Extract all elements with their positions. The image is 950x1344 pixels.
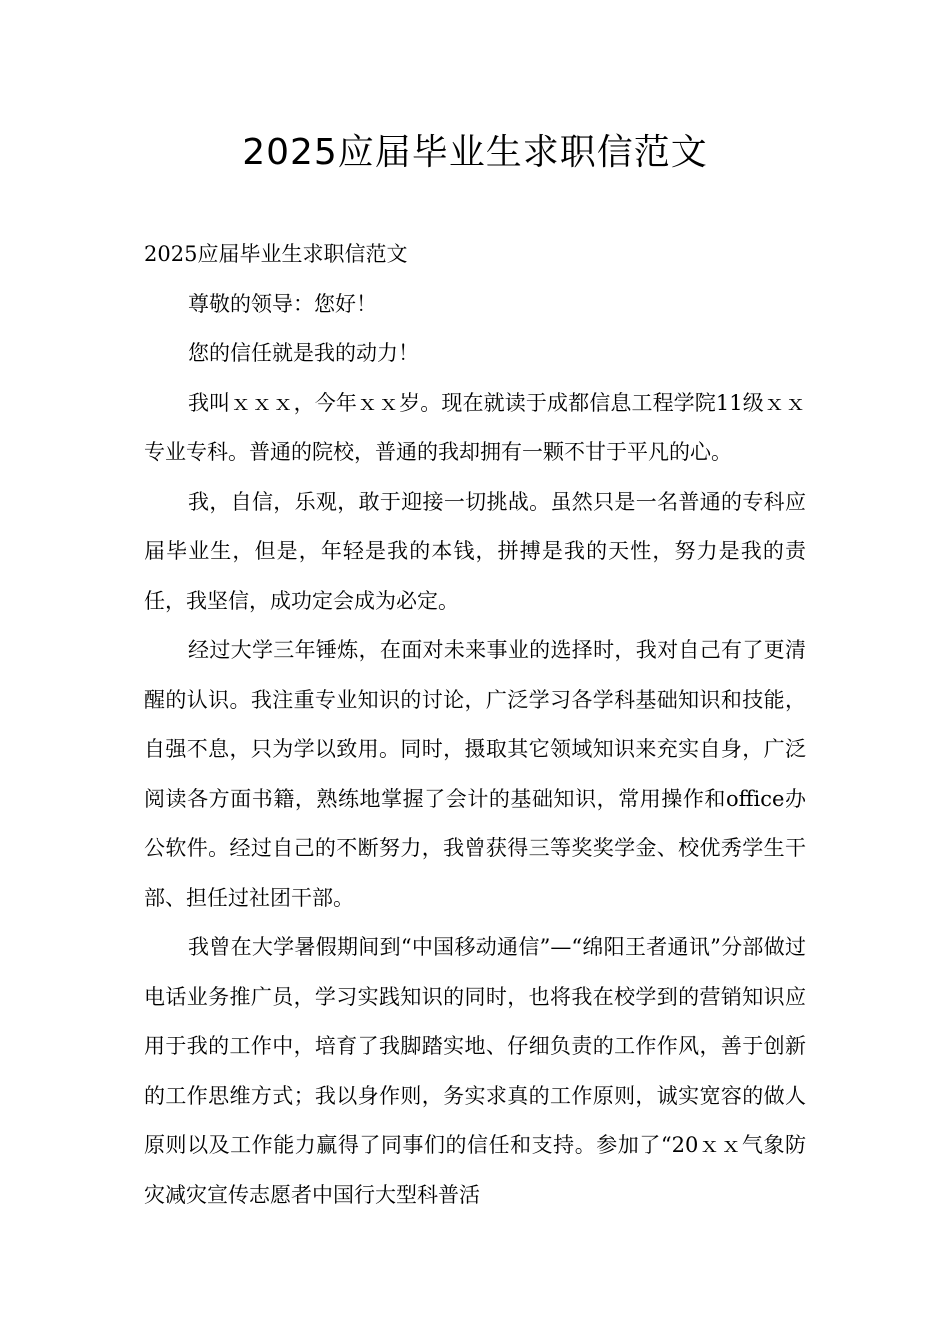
paragraph-experience: 我曾在大学暑假期间到“中国移动通信”—“绵阳王者通讯”分部做过电话业务推广员，学习实践知识的同时，也将我在校学到的营销知识应用于我的工作中，培育了我脚踏实地、仔细负责的工作作风，善于创新的工作思维方式；我以身作则，务实求真的工作原则，诚实宽容的做人原则以及工作能力赢得了同事们的信任和支持。参加了“20ｘｘ气象防灾减灾宣传志愿者中国行大型科普活 xyxy=(144,935,806,1207)
document-body xyxy=(144,230,806,1220)
paragraph-personality: 我，自信，乐观，敢于迎接一切挑战。虽然只是一名普通的专科应届毕业生，但是，年轻是我的本钱，拼搏是我的天性，努力是我的责任，我坚信，成功定会成为必定。 xyxy=(144,489,806,613)
paragraph-heading: 2025应届毕业生求职信范文 xyxy=(144,242,408,266)
document-title: 2025应届毕业生求职信范文 xyxy=(242,132,708,173)
paragraph-introduction: 我叫ｘｘｘ，今年ｘｘ岁。现在就读于成都信息工程学院11级ｘｘ专业专科。普通的院校，普通的我却拥有一颗不甘于平凡的心。 xyxy=(144,390,806,464)
paragraph-opening: 您的信任就是我的动力！ xyxy=(188,341,419,365)
paragraph-salutation: 尊敬的领导：您好！ xyxy=(188,291,377,316)
paragraph-education: 经过大学三年锤炼，在面对未来事业的选择时，我对自己有了更清醒的认识。我注重专业知识的讨论，广泛学习各学科基础知识和技能，自强不息，只为学以致用。同时，摄取其它领域知识来充实自身，广泛阅读各方面书籍，熟练地掌握了会计的基础知识，常用操作和office办公软件。经过自己的不断努力，我曾获得三等奖奖学金、校优秀学生干部、担任过社团干部。 xyxy=(144,638,806,910)
